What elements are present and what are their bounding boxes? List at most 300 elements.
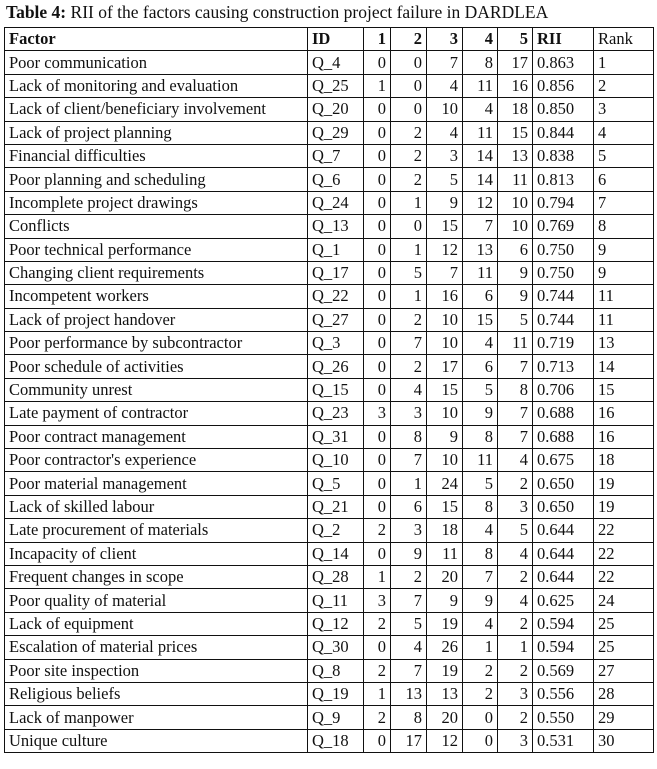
cell-count-5: 2 xyxy=(498,565,533,588)
cell-count-5: 5 xyxy=(498,308,533,331)
cell-rank: 11 xyxy=(594,285,654,308)
cell-count-4: 11 xyxy=(463,449,498,472)
cell-factor: Frequent changes in scope xyxy=(5,565,308,588)
cell-factor: Lack of skilled labour xyxy=(5,495,308,518)
cell-count-3: 26 xyxy=(427,636,463,659)
cell-count-2: 7 xyxy=(391,589,427,612)
cell-count-2: 2 xyxy=(391,308,427,331)
cell-rii: 0.719 xyxy=(533,332,594,355)
cell-count-5: 3 xyxy=(498,495,533,518)
cell-rank: 28 xyxy=(594,682,654,705)
header-1: 1 xyxy=(364,28,391,51)
cell-rii: 0.863 xyxy=(533,51,594,74)
header-rii: RII xyxy=(533,28,594,51)
cell-id: Q_17 xyxy=(308,261,364,284)
cell-count-5: 3 xyxy=(498,682,533,705)
cell-count-1: 3 xyxy=(364,589,391,612)
cell-id: Q_12 xyxy=(308,612,364,635)
cell-id: Q_15 xyxy=(308,378,364,401)
cell-count-1: 0 xyxy=(364,332,391,355)
cell-count-5: 2 xyxy=(498,659,533,682)
cell-count-1: 0 xyxy=(364,542,391,565)
cell-id: Q_9 xyxy=(308,706,364,729)
cell-count-4: 4 xyxy=(463,332,498,355)
table-row xyxy=(5,729,654,752)
table-row xyxy=(5,519,654,542)
table-row xyxy=(5,659,654,682)
cell-count-5: 11 xyxy=(498,332,533,355)
cell-factor: Conflicts xyxy=(5,215,308,238)
table-row xyxy=(5,682,654,705)
cell-count-3: 5 xyxy=(427,168,463,191)
cell-count-4: 7 xyxy=(463,215,498,238)
cell-factor: Poor planning and scheduling xyxy=(5,168,308,191)
cell-factor: Late payment of contractor xyxy=(5,402,308,425)
cell-rank: 29 xyxy=(594,706,654,729)
cell-factor: Poor contract management xyxy=(5,425,308,448)
cell-rank: 16 xyxy=(594,425,654,448)
table-caption xyxy=(6,2,548,23)
table-row xyxy=(5,285,654,308)
cell-count-1: 0 xyxy=(364,378,391,401)
cell-count-5: 2 xyxy=(498,706,533,729)
cell-count-3: 9 xyxy=(427,589,463,612)
cell-count-1: 0 xyxy=(364,51,391,74)
cell-rank: 11 xyxy=(594,308,654,331)
cell-count-1: 0 xyxy=(364,495,391,518)
cell-count-3: 9 xyxy=(427,425,463,448)
cell-count-5: 2 xyxy=(498,472,533,495)
cell-count-3: 24 xyxy=(427,472,463,495)
header-4: 4 xyxy=(463,28,498,51)
table-row xyxy=(5,332,654,355)
cell-count-5: 7 xyxy=(498,355,533,378)
table-row xyxy=(5,51,654,74)
cell-count-2: 9 xyxy=(391,542,427,565)
cell-rii: 0.750 xyxy=(533,261,594,284)
table-row xyxy=(5,589,654,612)
table-caption-text: RII of the factors causing construction project failure in DARDLEA xyxy=(66,2,549,22)
cell-count-4: 8 xyxy=(463,542,498,565)
table-row xyxy=(5,706,654,729)
cell-rank: 22 xyxy=(594,519,654,542)
cell-rank: 9 xyxy=(594,261,654,284)
cell-rank: 1 xyxy=(594,51,654,74)
cell-id: Q_2 xyxy=(308,519,364,542)
cell-rii: 0.644 xyxy=(533,519,594,542)
cell-count-3: 4 xyxy=(427,74,463,97)
cell-count-1: 0 xyxy=(364,729,391,752)
cell-factor: Poor technical performance xyxy=(5,238,308,261)
cell-id: Q_1 xyxy=(308,238,364,261)
cell-count-1: 1 xyxy=(364,682,391,705)
cell-rii: 0.750 xyxy=(533,238,594,261)
cell-count-1: 0 xyxy=(364,308,391,331)
table-row xyxy=(5,308,654,331)
cell-id: Q_21 xyxy=(308,495,364,518)
cell-id: Q_3 xyxy=(308,332,364,355)
cell-id: Q_13 xyxy=(308,215,364,238)
cell-rii: 0.844 xyxy=(533,121,594,144)
cell-rii: 0.794 xyxy=(533,191,594,214)
cell-rii: 0.644 xyxy=(533,542,594,565)
cell-rii: 0.650 xyxy=(533,495,594,518)
cell-rii: 0.550 xyxy=(533,706,594,729)
cell-rii: 0.675 xyxy=(533,449,594,472)
cell-count-4: 8 xyxy=(463,51,498,74)
cell-count-4: 12 xyxy=(463,191,498,214)
cell-count-1: 0 xyxy=(364,261,391,284)
table-row xyxy=(5,378,654,401)
cell-count-2: 4 xyxy=(391,636,427,659)
cell-count-1: 0 xyxy=(364,238,391,261)
cell-rii: 0.813 xyxy=(533,168,594,191)
cell-count-2: 1 xyxy=(391,191,427,214)
cell-rank: 18 xyxy=(594,449,654,472)
table-row xyxy=(5,144,654,167)
cell-count-4: 7 xyxy=(463,565,498,588)
table-row xyxy=(5,565,654,588)
cell-count-1: 1 xyxy=(364,74,391,97)
rii-factors-table xyxy=(4,27,654,753)
cell-rii: 0.594 xyxy=(533,636,594,659)
cell-rank: 6 xyxy=(594,168,654,191)
table-body xyxy=(5,51,654,753)
cell-count-2: 1 xyxy=(391,285,427,308)
cell-id: Q_28 xyxy=(308,565,364,588)
cell-rii: 0.713 xyxy=(533,355,594,378)
cell-count-4: 8 xyxy=(463,425,498,448)
cell-count-4: 0 xyxy=(463,729,498,752)
cell-rank: 2 xyxy=(594,74,654,97)
cell-rii: 0.650 xyxy=(533,472,594,495)
cell-id: Q_26 xyxy=(308,355,364,378)
table-row xyxy=(5,425,654,448)
cell-id: Q_14 xyxy=(308,542,364,565)
cell-rank: 4 xyxy=(594,121,654,144)
cell-factor: Financial difficulties xyxy=(5,144,308,167)
cell-factor: Community unrest xyxy=(5,378,308,401)
cell-id: Q_19 xyxy=(308,682,364,705)
table-row xyxy=(5,121,654,144)
cell-rii: 0.769 xyxy=(533,215,594,238)
cell-rank: 22 xyxy=(594,565,654,588)
cell-rii: 0.744 xyxy=(533,308,594,331)
cell-rank: 24 xyxy=(594,589,654,612)
cell-count-1: 0 xyxy=(364,121,391,144)
cell-count-4: 2 xyxy=(463,682,498,705)
header-2: 2 xyxy=(391,28,427,51)
cell-count-2: 2 xyxy=(391,355,427,378)
header-row xyxy=(5,28,654,51)
cell-count-4: 11 xyxy=(463,74,498,97)
cell-count-2: 3 xyxy=(391,402,427,425)
cell-rii: 0.856 xyxy=(533,74,594,97)
cell-factor: Poor quality of material xyxy=(5,589,308,612)
cell-count-2: 7 xyxy=(391,449,427,472)
cell-count-2: 2 xyxy=(391,565,427,588)
cell-count-2: 0 xyxy=(391,51,427,74)
cell-rank: 16 xyxy=(594,402,654,425)
cell-count-2: 13 xyxy=(391,682,427,705)
cell-count-1: 2 xyxy=(364,659,391,682)
cell-id: Q_7 xyxy=(308,144,364,167)
cell-rii: 0.556 xyxy=(533,682,594,705)
cell-count-4: 4 xyxy=(463,98,498,121)
cell-id: Q_11 xyxy=(308,589,364,612)
cell-count-5: 10 xyxy=(498,191,533,214)
table-row xyxy=(5,542,654,565)
cell-rii: 0.838 xyxy=(533,144,594,167)
cell-count-2: 0 xyxy=(391,74,427,97)
cell-rank: 7 xyxy=(594,191,654,214)
cell-id: Q_20 xyxy=(308,98,364,121)
cell-count-5: 3 xyxy=(498,729,533,752)
cell-count-4: 6 xyxy=(463,285,498,308)
table-row xyxy=(5,472,654,495)
cell-count-2: 17 xyxy=(391,729,427,752)
table-row xyxy=(5,402,654,425)
header-3: 3 xyxy=(427,28,463,51)
cell-count-5: 9 xyxy=(498,261,533,284)
cell-count-3: 13 xyxy=(427,682,463,705)
cell-rank: 30 xyxy=(594,729,654,752)
cell-count-5: 4 xyxy=(498,542,533,565)
cell-factor: Incomplete project drawings xyxy=(5,191,308,214)
cell-count-5: 16 xyxy=(498,74,533,97)
cell-id: Q_5 xyxy=(308,472,364,495)
cell-count-4: 5 xyxy=(463,378,498,401)
cell-count-2: 4 xyxy=(391,378,427,401)
cell-count-4: 13 xyxy=(463,238,498,261)
header-rank: Rank xyxy=(594,28,654,51)
cell-rank: 3 xyxy=(594,98,654,121)
cell-count-3: 10 xyxy=(427,402,463,425)
cell-factor: Late procurement of materials xyxy=(5,519,308,542)
table-row xyxy=(5,238,654,261)
cell-rii: 0.569 xyxy=(533,659,594,682)
cell-count-3: 9 xyxy=(427,191,463,214)
cell-count-2: 8 xyxy=(391,425,427,448)
table-row xyxy=(5,191,654,214)
cell-id: Q_30 xyxy=(308,636,364,659)
cell-id: Q_4 xyxy=(308,51,364,74)
cell-count-5: 2 xyxy=(498,612,533,635)
cell-count-5: 4 xyxy=(498,449,533,472)
cell-count-3: 3 xyxy=(427,144,463,167)
cell-count-1: 2 xyxy=(364,706,391,729)
cell-count-1: 0 xyxy=(364,425,391,448)
cell-id: Q_27 xyxy=(308,308,364,331)
cell-count-2: 1 xyxy=(391,238,427,261)
cell-count-3: 15 xyxy=(427,495,463,518)
cell-count-2: 2 xyxy=(391,121,427,144)
cell-rank: 5 xyxy=(594,144,654,167)
table-row xyxy=(5,636,654,659)
cell-rank: 8 xyxy=(594,215,654,238)
cell-count-1: 0 xyxy=(364,98,391,121)
cell-count-5: 4 xyxy=(498,589,533,612)
cell-count-2: 5 xyxy=(391,612,427,635)
cell-factor: Poor schedule of activities xyxy=(5,355,308,378)
cell-count-5: 7 xyxy=(498,402,533,425)
table-row xyxy=(5,355,654,378)
table-row xyxy=(5,261,654,284)
cell-id: Q_25 xyxy=(308,74,364,97)
cell-count-4: 5 xyxy=(463,472,498,495)
cell-rii: 0.625 xyxy=(533,589,594,612)
cell-count-2: 1 xyxy=(391,472,427,495)
header-id: ID xyxy=(308,28,364,51)
cell-count-3: 19 xyxy=(427,612,463,635)
cell-id: Q_8 xyxy=(308,659,364,682)
cell-rii: 0.688 xyxy=(533,425,594,448)
cell-factor: Lack of project planning xyxy=(5,121,308,144)
cell-rii: 0.594 xyxy=(533,612,594,635)
cell-count-4: 4 xyxy=(463,612,498,635)
cell-count-4: 6 xyxy=(463,355,498,378)
cell-rank: 22 xyxy=(594,542,654,565)
cell-count-1: 0 xyxy=(364,191,391,214)
table-row xyxy=(5,98,654,121)
cell-count-3: 10 xyxy=(427,449,463,472)
cell-count-3: 15 xyxy=(427,378,463,401)
cell-count-4: 9 xyxy=(463,589,498,612)
cell-count-3: 20 xyxy=(427,706,463,729)
cell-rii: 0.706 xyxy=(533,378,594,401)
cell-count-3: 12 xyxy=(427,729,463,752)
cell-factor: Lack of project handover xyxy=(5,308,308,331)
cell-count-2: 8 xyxy=(391,706,427,729)
cell-count-5: 15 xyxy=(498,121,533,144)
cell-count-5: 5 xyxy=(498,519,533,542)
table-row xyxy=(5,74,654,97)
cell-id: Q_23 xyxy=(308,402,364,425)
cell-count-4: 9 xyxy=(463,402,498,425)
cell-count-4: 14 xyxy=(463,168,498,191)
cell-rank: 9 xyxy=(594,238,654,261)
header-5: 5 xyxy=(498,28,533,51)
cell-count-4: 0 xyxy=(463,706,498,729)
cell-id: Q_31 xyxy=(308,425,364,448)
cell-rank: 19 xyxy=(594,495,654,518)
cell-id: Q_29 xyxy=(308,121,364,144)
cell-count-1: 0 xyxy=(364,285,391,308)
cell-count-5: 10 xyxy=(498,215,533,238)
cell-count-2: 2 xyxy=(391,144,427,167)
cell-count-1: 1 xyxy=(364,565,391,588)
cell-rii: 0.644 xyxy=(533,565,594,588)
cell-count-3: 17 xyxy=(427,355,463,378)
cell-count-3: 12 xyxy=(427,238,463,261)
cell-count-1: 2 xyxy=(364,519,391,542)
table-row xyxy=(5,215,654,238)
cell-count-4: 2 xyxy=(463,659,498,682)
cell-count-3: 7 xyxy=(427,261,463,284)
table-row xyxy=(5,168,654,191)
cell-count-3: 11 xyxy=(427,542,463,565)
cell-count-3: 7 xyxy=(427,51,463,74)
cell-count-5: 1 xyxy=(498,636,533,659)
cell-rank: 14 xyxy=(594,355,654,378)
cell-factor: Lack of manpower xyxy=(5,706,308,729)
cell-factor: Unique culture xyxy=(5,729,308,752)
cell-count-4: 11 xyxy=(463,261,498,284)
cell-count-5: 6 xyxy=(498,238,533,261)
cell-count-2: 7 xyxy=(391,659,427,682)
cell-rii: 0.850 xyxy=(533,98,594,121)
cell-factor: Religious beliefs xyxy=(5,682,308,705)
cell-rank: 25 xyxy=(594,636,654,659)
cell-id: Q_24 xyxy=(308,191,364,214)
cell-rank: 19 xyxy=(594,472,654,495)
cell-factor: Escalation of material prices xyxy=(5,636,308,659)
cell-count-5: 9 xyxy=(498,285,533,308)
cell-count-1: 0 xyxy=(364,215,391,238)
table-row xyxy=(5,495,654,518)
cell-count-3: 18 xyxy=(427,519,463,542)
table-row xyxy=(5,612,654,635)
cell-factor: Poor site inspection xyxy=(5,659,308,682)
table-caption-label: Table 4: xyxy=(6,2,67,22)
cell-count-1: 0 xyxy=(364,472,391,495)
cell-factor: Lack of client/beneficiary involvement xyxy=(5,98,308,121)
cell-rank: 25 xyxy=(594,612,654,635)
cell-count-5: 8 xyxy=(498,378,533,401)
cell-count-2: 6 xyxy=(391,495,427,518)
cell-factor: Poor contractor's experience xyxy=(5,449,308,472)
cell-factor: Poor performance by subcontractor xyxy=(5,332,308,355)
cell-count-3: 10 xyxy=(427,308,463,331)
cell-count-3: 19 xyxy=(427,659,463,682)
cell-count-2: 0 xyxy=(391,215,427,238)
cell-factor: Lack of equipment xyxy=(5,612,308,635)
cell-count-3: 10 xyxy=(427,98,463,121)
cell-count-3: 16 xyxy=(427,285,463,308)
cell-rank: 27 xyxy=(594,659,654,682)
cell-count-1: 2 xyxy=(364,612,391,635)
cell-rii: 0.531 xyxy=(533,729,594,752)
header-factor: Factor xyxy=(5,28,308,51)
cell-count-3: 15 xyxy=(427,215,463,238)
cell-factor: Incapacity of client xyxy=(5,542,308,565)
cell-factor: Lack of monitoring and evaluation xyxy=(5,74,308,97)
cell-count-5: 11 xyxy=(498,168,533,191)
cell-id: Q_6 xyxy=(308,168,364,191)
cell-factor: Poor communication xyxy=(5,51,308,74)
cell-count-1: 0 xyxy=(364,144,391,167)
cell-count-1: 3 xyxy=(364,402,391,425)
cell-id: Q_18 xyxy=(308,729,364,752)
cell-count-1: 0 xyxy=(364,449,391,472)
cell-count-2: 5 xyxy=(391,261,427,284)
cell-count-4: 14 xyxy=(463,144,498,167)
cell-count-2: 0 xyxy=(391,98,427,121)
cell-id: Q_10 xyxy=(308,449,364,472)
cell-count-1: 0 xyxy=(364,636,391,659)
cell-count-3: 4 xyxy=(427,121,463,144)
cell-count-1: 0 xyxy=(364,355,391,378)
cell-factor: Changing client requirements xyxy=(5,261,308,284)
cell-count-5: 17 xyxy=(498,51,533,74)
cell-count-3: 10 xyxy=(427,332,463,355)
cell-count-4: 1 xyxy=(463,636,498,659)
cell-count-3: 20 xyxy=(427,565,463,588)
cell-factor: Poor material management xyxy=(5,472,308,495)
cell-rii: 0.688 xyxy=(533,402,594,425)
cell-count-5: 18 xyxy=(498,98,533,121)
cell-id: Q_22 xyxy=(308,285,364,308)
